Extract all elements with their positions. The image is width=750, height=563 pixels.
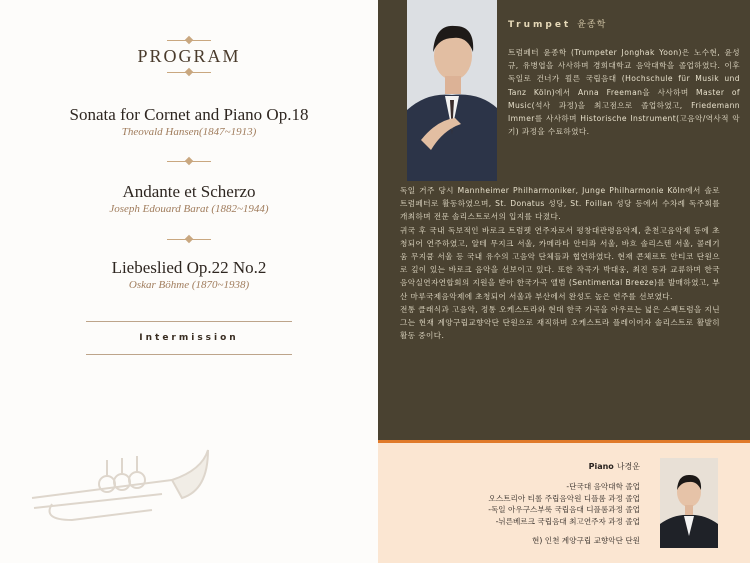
ornament-divider [167,236,211,244]
divider-line [86,321,292,322]
piano-heading [488,461,640,473]
piano-bio [488,461,640,547]
intermission-label: Intermission [139,333,239,343]
ornament-divider [167,69,211,77]
divider-line [86,354,292,355]
piano-name: 나경운 [616,462,640,471]
bio-paragraph: 독일 거주 당시 Mannheimer Philharmoniker, Junge Philharmonie Köln에서 솔로 트럼페터로 활동하였으며, St. Donatus 성당, St. Foillan 성당 등에서 수차례 독주회를 개최하며 전문 솔리스트로서의 입지를 다졌다. [400,186,720,222]
program-item [0,258,378,291]
trumpet-role: Trumpet [508,20,572,30]
trumpet-heading [508,17,606,30]
ornament-divider [167,37,211,45]
program-title: PROGRAM [137,46,241,66]
trumpet-bio-top [508,46,740,138]
program-item [0,182,378,215]
trumpeter-photo [407,0,497,181]
piece-title: Sonata for Cornet and Piano Op.18 [69,105,309,124]
trumpet-bio-bottom [400,184,720,342]
trumpet-name: 윤종학 [577,20,607,30]
trumpet-illustration [12,420,212,530]
piano-line: -독일 아우구스부룩 국립음대 디플롬과정 졸업 [488,505,640,515]
bio-paragraph: 트럼페터 윤종학 (Trumpeter Jonghak Yoon)은 노수현, 윤성규, 유병엽을 사사하며 경희대학교 음악대학을 졸업하였다. 이후 독일로 건너가 쾰른 국립음대 (Hochschule für Musik und Tanz Köln)에서 Anna Freeman을 사사하며 Master of Music(석사 과정)을 최고점으로 졸업하였고, Friedemann Immer를 사사하며 Historische Instrument(고음악/역사적 악기) 과정을 수료하였다. [508,48,740,137]
bio-paragraph: 귀국 후 국내 독보적인 바로크 트럼펫 연주자로서 평창대관령음악제, 춘천고음악제 등에 초청되어 연주하였고, 알테 무지크 서울, 카메라타 안티콰 서울, 바흐 솔리스텐 서울, 콜레기움 무지쿰 서울 등 국내 유수의 고음악 단체들과 협연하였다. 현재 콘체르토 안티코 단원으로 깊이 있는 바로크 음악을 선보이고 있다. 또한 작곡가 박대웅, 최진 등과 교류하며 한국음악실연자연합회의 지원을 받아 한국가곡 앨범 (Sentimental Breeze)를 발매하였고, 부산 마루국제음악제에 초청되어 서울과 부산에서 완성도 높은 연주를 선보였다. [400,225,720,301]
piano-current: 현) 인천 계양구립 교향악단 단원 [532,535,640,545]
piano-role: Piano [588,462,614,471]
ornament-divider [167,158,211,166]
piece-composer: Oskar Böhme (1870~1938) [128,279,250,291]
piano-line: -단국대 음악대학 졸업 [566,481,640,491]
piece-composer: Joseph Edouard Barat (1882~1944) [109,203,269,215]
piano-line: -뉘른베르크 국립음대 최고연주자 과정 졸업 [495,517,640,527]
bio-paragraph: 전통 클래식과 고음악, 정통 오케스트라와 현대 한국 가곡을 아우르는 넓은 스펙트럼을 지닌 그는 현재 계양구립교향악단 단원으로 재직하며 오케스트라 플레이어자 솔리스트로 활발히 활동 중이다. [400,304,720,341]
piece-title: Andante et Scherzo [122,182,256,201]
pianist-photo [660,458,718,548]
piece-composer: Theovald Hansen(1847~1913) [121,126,257,138]
piece-title: Liebeslied Op.22 No.2 [111,258,267,277]
piano-line: 오스트리아 티롤 주립음악원 디플롬 과정 졸업 [488,493,640,503]
program-item [0,105,378,138]
